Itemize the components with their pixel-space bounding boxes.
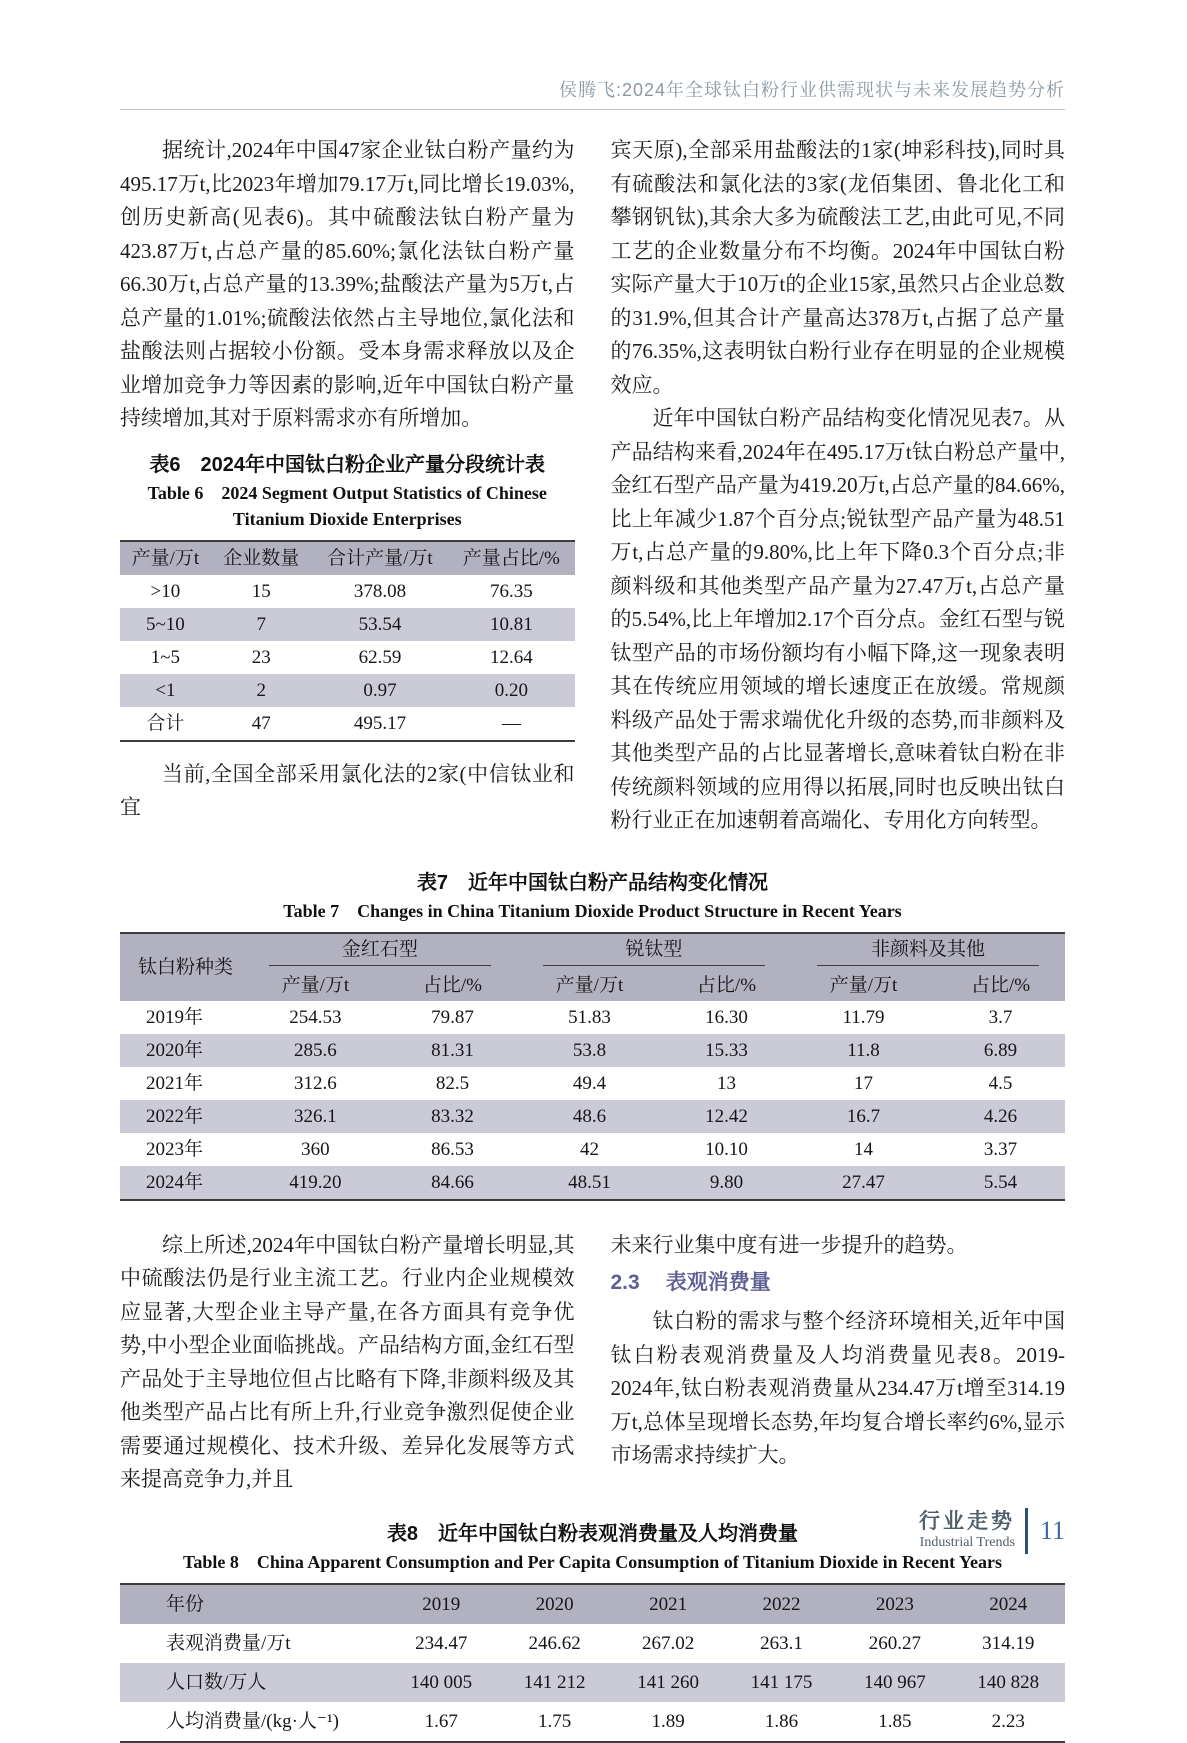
left-column-top: [120, 134, 575, 838]
table-cell: 2019年: [146, 1006, 204, 1028]
paragraph: 钛白粉的需求与整个经济环境相关,近年中国钛白粉表观消费量及人均消费量见表8。2019-2024年,钛白粉表观消费量从234.47万t增至314.19万t,总体呈现增长态势,年均复合增长率约6%,显示市场需求持续扩大。: [610, 1309, 1065, 1467]
table-cell: 53.54: [358, 613, 402, 635]
table-cell: 263.1: [760, 1632, 803, 1654]
table-cell: 2021年: [146, 1072, 204, 1094]
table-cell: 3.37: [983, 1138, 1018, 1160]
column-group-header: [791, 933, 1065, 970]
table-row: [120, 1034, 1065, 1067]
table-row: [120, 1100, 1065, 1133]
table-cell: 2023年: [146, 1138, 204, 1160]
column-header: 钛白粉种类: [138, 956, 234, 978]
column-header: 产量/万t: [555, 974, 624, 996]
table-cell: 27.47: [842, 1171, 885, 1193]
table-cell: 360: [301, 1138, 330, 1160]
page-footer: [919, 1508, 1065, 1554]
table-row: [120, 1702, 1065, 1742]
table-cell: 0.97: [363, 679, 397, 701]
table-row: [120, 1133, 1065, 1166]
table8: [120, 1583, 1065, 1743]
table-row: [120, 707, 575, 741]
table-cell: 表观消费量/万t: [166, 1632, 291, 1654]
table-cell: 48.51: [568, 1171, 611, 1193]
table-cell: 4.5: [988, 1072, 1013, 1094]
table-cell: 15.33: [705, 1039, 748, 1061]
table-header-row: [120, 541, 575, 575]
table-cell: 84.66: [431, 1171, 474, 1193]
table6: [120, 540, 575, 742]
table-cell: 9.80: [709, 1171, 744, 1193]
table-row: [120, 608, 575, 641]
table-cell: 4.26: [983, 1105, 1018, 1127]
table-cell: 81.31: [431, 1039, 474, 1061]
footer-labels: [919, 1510, 1015, 1552]
table-cell: 285.6: [294, 1039, 337, 1061]
column-header: 占比/%: [696, 974, 757, 996]
table-row: [120, 1663, 1065, 1702]
table-cell: 267.02: [641, 1632, 695, 1654]
table-cell: 5.54: [983, 1171, 1018, 1193]
table-cell: 79.87: [431, 1006, 474, 1028]
table-cell: 23: [251, 646, 271, 668]
table7-section: [120, 868, 1065, 1201]
table-cell: 17: [854, 1072, 873, 1094]
section-title: 表观消费量: [665, 1271, 771, 1294]
column-header: 2021: [649, 1593, 688, 1615]
table-cell: 16.30: [705, 1006, 748, 1028]
table-cell: 10.81: [489, 613, 533, 635]
column-header: 2023: [875, 1593, 914, 1615]
table-cell: 76.35: [489, 580, 533, 602]
table-cell: 合计: [146, 712, 185, 734]
column-header: 年份: [166, 1593, 205, 1615]
table6-title-en: [120, 480, 575, 532]
table-cell: 5~10: [146, 613, 185, 635]
table-cell: 6.89: [983, 1039, 1018, 1061]
table-cell: 419.20: [289, 1171, 342, 1193]
header-rule: [120, 109, 1065, 110]
page-number: 11: [1039, 1516, 1065, 1545]
table-cell: 141 175: [750, 1671, 813, 1693]
group-label: 锐钛型: [625, 938, 683, 960]
table-cell: 254.53: [289, 1006, 342, 1028]
table-cell: 314.19: [982, 1632, 1035, 1654]
table-row: [120, 674, 575, 707]
paragraph: 当前,全国全部采用氯化法的2家(中信钛业和宜: [120, 761, 575, 819]
table-cell: 141 212: [523, 1671, 586, 1693]
right-column-bottom: [611, 1229, 1066, 1497]
table-cell: 12.64: [489, 646, 533, 668]
top-columns: [120, 134, 1065, 838]
paragraph: 未来行业集中度有进一步提升的趋势。: [610, 1232, 968, 1257]
section-heading: [611, 1266, 1066, 1299]
table-cell: 62.59: [358, 646, 402, 668]
column-header: 合计产量/万t: [327, 547, 433, 569]
table7-title-cn: 表7 近年中国钛白粉产品结构变化情况: [416, 871, 769, 894]
table-row: [120, 575, 575, 608]
table-row: [120, 1166, 1065, 1200]
table-cell: 51.83: [568, 1006, 611, 1028]
table-cell: 2: [256, 679, 266, 701]
table-cell: 140 967: [863, 1671, 926, 1693]
left-column-bottom: [120, 1229, 575, 1497]
table-cell: 3.7: [988, 1006, 1013, 1028]
table-cell: 1~5: [150, 646, 181, 668]
column-header: 企业数量: [223, 547, 300, 569]
table-cell: 15: [251, 580, 271, 602]
group-label: 非颜料及其他: [870, 938, 985, 960]
table-cell: —: [501, 712, 521, 734]
table-cell: 1.75: [538, 1710, 572, 1732]
table-row: [120, 641, 575, 674]
table-cell: 16.7: [846, 1105, 881, 1127]
table-cell: 1.85: [878, 1710, 912, 1732]
table-cell: 312.6: [294, 1072, 337, 1094]
group-underline: [817, 965, 1039, 966]
table-row: [120, 1067, 1065, 1100]
table-header-row: [120, 933, 1065, 970]
table-cell: 13: [716, 1072, 736, 1094]
table-cell: >10: [150, 580, 181, 602]
column-header: 产量占比/%: [462, 547, 560, 569]
paragraph: 据统计,2024年中国47家企业钛白粉产量约为495.17万t,比2023年增加79.17万t,同比增长19.03%,创历史新高(见表6)。其中硫酸法钛白粉产量为423.87万t,占总产量的85.60%;氯化法钛白粉产量66.30万t,占总产量的13.39%;盐酸法产量为5万t,占总产量的1.01%;硫酸法依然占主导地位,氯化法和盐酸法则占据较小份额。受本身需求释放以及企业增加竞争力等因素的影响,近年中国钛白粉产量持续增加,其对于原料需求亦有所增加。: [120, 138, 575, 430]
column-header: 占比/%: [422, 974, 482, 996]
table-cell: 10.10: [705, 1138, 748, 1160]
paragraph: 综上所述,2024年中国钛白粉产量增长明显,其中硫酸法仍是行业主流工艺。行业内企业规模效应显著,大型企业主导产量,在各方面具有竞争优势,中小型企业面临挑战。产品结构方面,金红石型产品处于主导地位但占比略有下降,非颜料级及其他类型产品占比有所上升,行业竞争激烈促使企业需要通过规模化、技术升级、差异化发展等方式来提高竞争力,并且: [120, 1232, 575, 1491]
table-cell: 42: [579, 1138, 599, 1160]
table-cell: 2022年: [146, 1105, 204, 1127]
table-cell: 48.6: [572, 1105, 607, 1127]
paragraph: 近年中国钛白粉产品结构变化情况见表7。从产品结构来看,2024年在495.17万t钛白粉总产量中,金红石型产品产量为419.20万t,占总产量的84.66%,比上年减少1.87个百分点;锐钛型产品产量为48.51万t,占总产量的9.80%,比上年下降0.3个百分点;非颜料级和其他类型产品产量为27.47万t,占总产量的5.54%,比上年增加2.17个百分点。金红石型与锐钛型产品的市场份额均有小幅下降,这一现象表明其在传统应用领域的增长速度正在放缓。常规颜料级产品处于需求端优化升级的态势,而非颜料及其他类型产品的占比显著增长,意味着钛白粉在非传统颜料领域的应用得以拓展,同时也反映出钛白粉行业正在加速朝着高端化、专用化方向转型。: [610, 406, 1065, 832]
table-cell: 人均消费量/(kg·人⁻¹): [166, 1710, 339, 1732]
table-cell: 260.27: [868, 1632, 921, 1654]
footer-column-label: 行业走势: [918, 1510, 1015, 1533]
table-cell: 1.86: [764, 1710, 799, 1732]
table8-title-en: Table 8 China Apparent Consumption and Per Capita Consumption of Titanium Dioxide in Recent Years: [183, 1551, 1002, 1572]
group-underline: [269, 965, 491, 966]
column-group-header: [243, 933, 517, 970]
column-header: 产量/万t: [131, 547, 200, 569]
group-underline: [543, 965, 765, 966]
column-header: 产量/万t: [281, 974, 350, 996]
column-header: 2024: [989, 1593, 1028, 1615]
table-cell: 326.1: [294, 1105, 337, 1127]
table-cell: 47: [251, 712, 271, 734]
table-cell: 234.47: [415, 1632, 468, 1654]
group-label: 金红石型: [341, 938, 418, 960]
table-cell: 人口数/万人: [166, 1671, 267, 1693]
paragraph: 宾天原),全部采用盐酸法的1家(坤彩科技),同时具有硫酸法和氯化法的3家(龙佰集团、鲁北化工和攀钢钒钛),其余大多为硫酸法工艺,由此可见,不同工艺的企业数量分布不均衡。2024年中国钛白粉实际产量大于10万t的企业15家,虽然只占企业总数的31.9%,但其合计产量高达378万t,占据了总产量的76.35%,这表明钛白粉行业存在明显的企业规模效应。: [610, 138, 1065, 397]
table6-title-en-line2: Titanium Dioxide Enterprises: [232, 508, 462, 529]
right-column-top: [611, 134, 1066, 838]
column-group-header: [517, 933, 791, 970]
column-header: 2022: [762, 1593, 801, 1615]
column-header: 2019: [422, 1593, 461, 1615]
table-cell: 1.67: [424, 1710, 458, 1732]
bottom-columns: [120, 1229, 1065, 1497]
table-cell: 2020年: [146, 1039, 204, 1061]
table-cell: 83.32: [431, 1105, 474, 1127]
section-number: 2.3: [610, 1271, 640, 1294]
table-cell: 7: [256, 613, 266, 635]
table-row: [120, 1624, 1065, 1663]
table8-title-cn: 表8 近年中国钛白粉表观消费量及人均消费量: [386, 1522, 799, 1545]
table-cell: 141 260: [637, 1671, 699, 1693]
table-cell: 1.89: [651, 1710, 685, 1732]
column-header: 产量/万t: [829, 974, 898, 996]
table7-title-en: Table 7 Changes in China Titanium Dioxide Product Structure in Recent Years: [283, 900, 902, 921]
table-cell: 0.20: [494, 679, 528, 701]
table-cell: 12.42: [705, 1105, 748, 1127]
table-cell: 2024年: [146, 1171, 204, 1193]
table-cell: 82.5: [435, 1072, 470, 1094]
table6-title-cn: 表6 2024年中国钛白粉企业产量分段统计表: [149, 453, 546, 476]
table-cell: 14: [854, 1138, 873, 1160]
table-cell: 140 828: [977, 1671, 1040, 1693]
table-row: [120, 1001, 1065, 1034]
column-header: 占比/%: [970, 974, 1031, 996]
table-cell: 86.53: [431, 1138, 474, 1160]
table-cell: 2.23: [991, 1710, 1025, 1732]
table6-title-en-line1: Table 6 2024 Segment Output Statistics of Chinese: [147, 482, 547, 503]
running-head: 侯腾飞:2024年全球钛白粉行业供需现状与未来发展趋势分析: [558, 80, 1065, 100]
table-cell: 11.79: [842, 1006, 885, 1028]
table-cell: 49.4: [572, 1072, 607, 1094]
footer-divider: [1025, 1508, 1028, 1554]
column-header: 2020: [535, 1593, 574, 1615]
table-subheader-row: [120, 970, 1065, 1001]
table-cell: 378.08: [353, 580, 407, 602]
table-cell: 495.17: [353, 712, 407, 734]
table-cell: <1: [155, 679, 176, 701]
table-cell: 140 005: [410, 1671, 473, 1693]
table6-section: [120, 450, 575, 742]
table7: [120, 932, 1065, 1201]
table-cell: 11.8: [847, 1039, 880, 1061]
table-cell: 246.62: [528, 1632, 581, 1654]
table-header-row: [120, 1584, 1065, 1624]
table-cell: 53.8: [572, 1039, 607, 1061]
footer-label-en: Industrial Trends: [919, 1535, 1015, 1550]
